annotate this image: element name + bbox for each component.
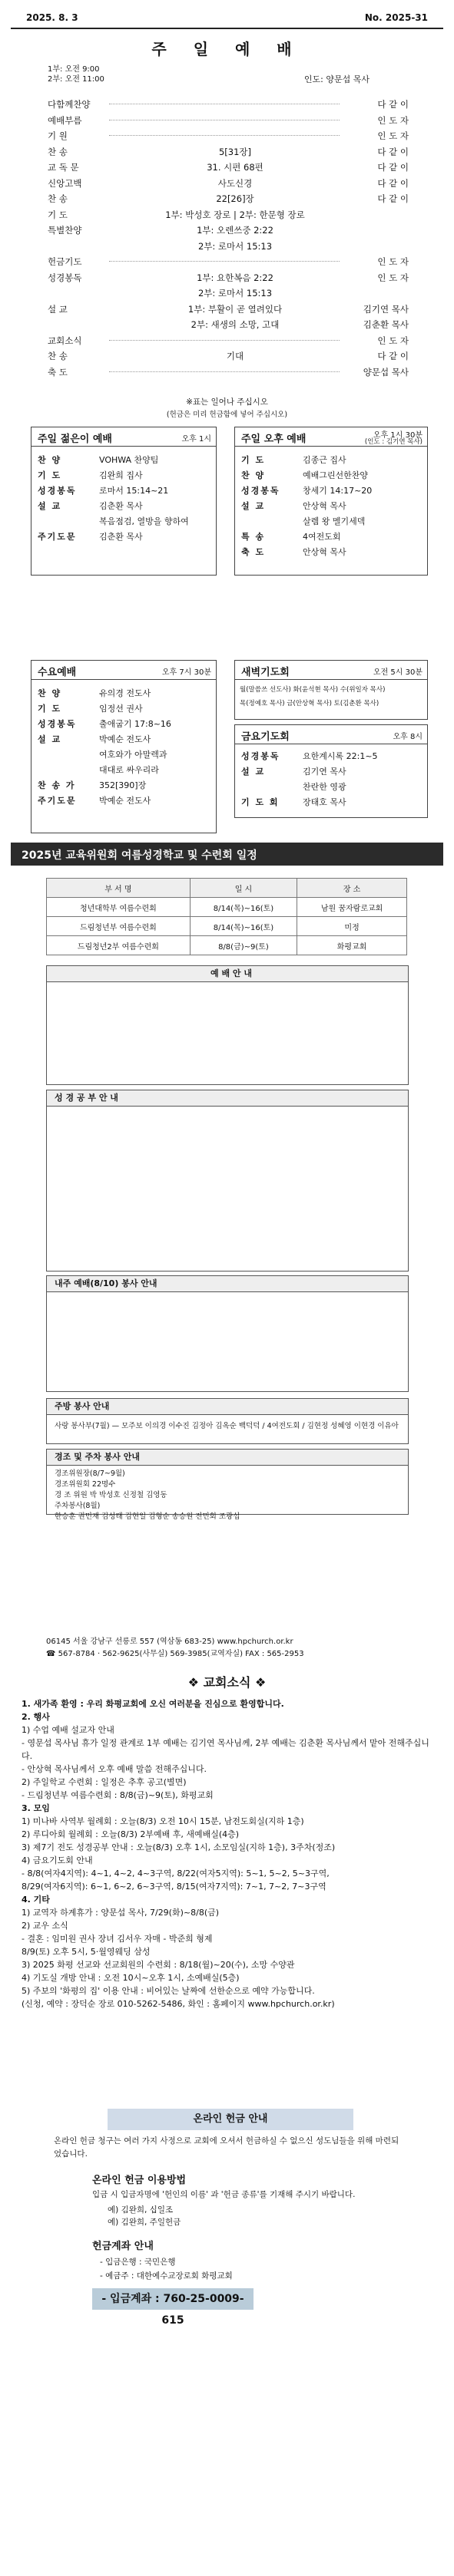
info-label: 성경봉독 bbox=[38, 719, 77, 729]
date: 2025. 8. 3 bbox=[26, 12, 78, 23]
info-row bbox=[235, 528, 427, 543]
order-person: 다 같 이 bbox=[377, 146, 409, 157]
order-row bbox=[48, 269, 409, 285]
info-value: 로마서 15:14~21 bbox=[99, 486, 169, 496]
info-value: 살렘 왕 멜기세덱 bbox=[303, 516, 366, 526]
order-row bbox=[48, 190, 409, 206]
offering-note: (헌금은 미리 헌금함에 넣어 주십시오) bbox=[166, 411, 288, 419]
order-label: 예배부름 bbox=[48, 114, 82, 126]
news-line: - 결혼 : 임미원 권사 장녀 김서우 자매 - 박준희 형제 bbox=[22, 1934, 213, 1944]
info-label: 찬 송 가 bbox=[38, 780, 76, 790]
order-person: 양문섭 목사 bbox=[363, 366, 409, 378]
order-label: 교 독 문 bbox=[48, 162, 79, 173]
info-label: 기 도 bbox=[38, 704, 62, 714]
info-row bbox=[235, 482, 427, 497]
news-line: 8/9(토) 오후 5시, 5·월영웨딩 삼성 bbox=[22, 1947, 151, 1957]
news-line: (신청, 예약 : 장덕순 장로 010-5262-5486, 화인 : 홈페이지 www.hpchurch.or.kr) bbox=[22, 1999, 335, 2009]
news-line: 4. 기타 bbox=[22, 1895, 50, 1905]
info-value: 대대로 싸우리라 bbox=[99, 765, 159, 775]
order-person: 다 같 이 bbox=[377, 193, 409, 204]
news-line: 3) 제7기 전도 성경공부 안내 : 오늘(8/3) 오후 1시, 소모임실(지하 1층), 3주차(정조) bbox=[22, 1842, 336, 1852]
dawn-prayer-box: 새벽기도회 오전 5시 30분 월(말씀쓰 선도사) 화(윤석현 목사) 수(위일자 목사) 목(정예호 목사) 금(안상혁 목사) 토(김춘환 목사) bbox=[234, 660, 428, 720]
news-line: - 영문섭 목사님 휴가 일정 관계로 1부 예배는 김기연 목사님께, 2부 예배는 김춘환 목사님께서 맡아 전해주십니다. bbox=[22, 1738, 429, 1761]
order-row bbox=[48, 253, 409, 269]
order-label: 찬 송 bbox=[48, 193, 68, 204]
info-label: 기 도 회 bbox=[241, 797, 280, 807]
info-value: 요한계시록 22:1~5 bbox=[303, 751, 378, 761]
info-value: 4여전도회 bbox=[303, 532, 341, 542]
order-person: 다 같 이 bbox=[377, 351, 409, 361]
order-row bbox=[48, 332, 409, 348]
info-value: 출애굽기 17:8~16 bbox=[99, 719, 171, 729]
order-label: 기 도 bbox=[48, 209, 68, 220]
info-row bbox=[31, 451, 216, 467]
info-row bbox=[235, 763, 427, 778]
info-value: 김종근 집사 bbox=[303, 455, 346, 465]
order-row bbox=[48, 143, 409, 160]
leader-dots bbox=[109, 340, 340, 341]
order-label: 다함께찬양 bbox=[48, 99, 91, 110]
order-content: 기대 bbox=[226, 351, 244, 361]
order-row bbox=[48, 348, 409, 364]
summer-banner: 2025년 교육위원회 여름성경학교 및 수련회 일정 bbox=[11, 843, 443, 866]
order-content: 사도신경 bbox=[217, 177, 253, 189]
order-row bbox=[48, 206, 409, 223]
order-row bbox=[48, 112, 409, 128]
order-label: 찬 송 bbox=[48, 146, 68, 157]
info-row bbox=[31, 715, 216, 731]
info-row bbox=[235, 543, 427, 559]
order-person: 인 도 자 bbox=[377, 272, 409, 283]
info-label: 기 도 bbox=[241, 455, 266, 465]
service-duty-guide: 내주 예배(8/10) 봉사 안내 bbox=[46, 1275, 409, 1392]
order-person: 김춘환 목사 bbox=[363, 319, 409, 330]
info-row bbox=[31, 528, 216, 543]
account-number: - 입금계좌 : 760-25-0009-615 bbox=[92, 2288, 254, 2310]
info-value: 찬란한 영광 bbox=[303, 782, 346, 792]
order-person: 인 도 자 bbox=[377, 256, 409, 267]
worship-guide: 예 배 안 내 bbox=[46, 965, 409, 1085]
news-line: 1) 수업 예배 설교자 안내 bbox=[22, 1725, 114, 1735]
order-content: 1부: 오렌쓰중 2:22 bbox=[197, 225, 273, 236]
news-line: - 안상혁 목사님께서 오후 예배 말씀 전해주십니다. bbox=[22, 1764, 207, 1774]
info-value: 안상혁 목사 bbox=[303, 547, 346, 557]
info-value: 352[390]장 bbox=[99, 780, 147, 790]
info-label: 설 교 bbox=[38, 734, 62, 744]
youth-title: 주일 젊은이 예배 bbox=[38, 434, 112, 445]
info-row bbox=[31, 746, 216, 761]
phone: ☎ 567-8784 · 562-9625(사무실) 569-3985(교역자실) FAX : 565-2953 bbox=[46, 1650, 304, 1658]
info-value: 복음점검, 열방을 향하여 bbox=[99, 516, 189, 526]
info-label: 설 교 bbox=[241, 767, 266, 777]
info-row bbox=[235, 467, 427, 482]
info-value: 장태호 목사 bbox=[303, 797, 346, 807]
leader-dots bbox=[109, 261, 340, 262]
order-row bbox=[48, 222, 409, 238]
info-row bbox=[235, 513, 427, 528]
news-line: - 8/8(여자4지역): 4~1, 4~2, 4~3구역, 8/22(여자5지역): 5~1, 5~2, 5~3구역, bbox=[22, 1869, 330, 1878]
order-label: 기 원 bbox=[48, 130, 68, 141]
news-line: 2. 행사 bbox=[22, 1712, 50, 1722]
info-row bbox=[235, 747, 427, 763]
info-row bbox=[31, 467, 216, 482]
order-person: 인 도 자 bbox=[377, 335, 409, 346]
kitchen-duty-guide: 주방 봉사 안내 사랑 봉사부(7월) — 모주보 이의경 이수진 김정아 김옥순 백덕덕 / 4여전도회 / 김현정 성혜영 이현경 이유아 bbox=[46, 1398, 409, 1444]
news-line: - 드림청년부 여름수련회 : 8/8(금)~9(토), 화평교회 bbox=[22, 1790, 214, 1800]
summer-table: 부 서 명 일 시 장 소 청년대학부 여름수련회 8/14(목)~16(토) 남원 꿈자람로교회 드림청년부 여름수련회 8/14(목)~16(토) 미정 드림청년2부 여름수련회 8/8(금)~9(토) 화평교회 bbox=[46, 878, 407, 955]
info-label: 특 송 bbox=[241, 532, 266, 542]
info-label: 설 교 bbox=[38, 501, 62, 511]
news-line: 4) 금요기도회 안내 bbox=[22, 1855, 93, 1865]
order-content: 2부: 로마서 15:13 bbox=[197, 240, 273, 252]
info-row bbox=[235, 451, 427, 467]
order-label: 신앙고백 bbox=[48, 177, 82, 189]
news-line: 4) 기도실 개방 안내 : 오전 10시~오후 1시, 소예배실(5층) bbox=[22, 1973, 240, 1983]
order-content: 22[26]장 bbox=[216, 193, 254, 204]
order-row bbox=[48, 175, 409, 191]
stand-note: ※표는 일어나 주십시오 bbox=[186, 397, 268, 407]
info-row bbox=[235, 793, 427, 809]
info-value: 예배그린선한찬양 bbox=[303, 470, 369, 480]
info-value: 박예순 전도사 bbox=[99, 796, 151, 806]
info-row bbox=[235, 778, 427, 793]
issue-number: No. 2025-31 bbox=[364, 12, 428, 23]
info-value: 박예순 전도사 bbox=[99, 734, 151, 744]
order-row bbox=[48, 96, 409, 112]
usage-title: 온라인 헌금 이용방법 bbox=[92, 2175, 187, 2186]
news-line: 2) 교우 소식 bbox=[22, 1921, 68, 1931]
news-line: 5) 주보의 '화평의 집' 이용 안내 : 비어있는 날짜에 선한순으로 예약 가능합니다. bbox=[22, 1986, 315, 1996]
info-value: 안상혁 목사 bbox=[303, 501, 346, 511]
info-row bbox=[31, 482, 216, 497]
wednesday-worship-box: 수요예배 오후 7시 30분 찬 양 유의경 전도사 기 도 임정선 권사 성경봉독 출애굽기 17:8~16 설 교 박예순 전도사 여호와가 아말렉과 대대로 싸우리라 찬 송 가 352[390]장 주기도문 박예순 전도사 bbox=[31, 660, 217, 833]
info-row bbox=[31, 777, 216, 792]
info-label: 주기도문 bbox=[38, 796, 77, 806]
order-person: 다 같 이 bbox=[377, 162, 409, 173]
order-content: 2부: 새생의 소망, 고대 bbox=[191, 319, 280, 330]
info-label: 찬 양 bbox=[38, 455, 62, 465]
order-content: 1부: 부활이 곧 열려있다 bbox=[187, 303, 283, 315]
order-row bbox=[48, 301, 409, 317]
online-offering-title: 온라인 헌금 안내 bbox=[108, 2109, 353, 2130]
page-title: 주 일 예 배 bbox=[151, 40, 303, 58]
order-content: 1부: 요한복음 2:22 bbox=[197, 272, 273, 283]
leader-dots bbox=[109, 371, 340, 372]
order-person: 다 같 이 bbox=[377, 99, 409, 110]
order-label: 설 교 bbox=[48, 303, 68, 315]
info-row bbox=[31, 700, 216, 715]
order-label: 특별찬양 bbox=[48, 225, 82, 236]
info-label: 찬 양 bbox=[241, 470, 266, 480]
youth-worship-box: 주일 젊은이 예배 오후 1시 찬 양 VOHWA 찬양팀 기 도 김완희 집사 성경봉독 로마서 15:14~21 설 교 김춘환 목사 복음점검, 열방을 향하여 주기도문 김춘환 목사 bbox=[31, 427, 217, 576]
order-of-service bbox=[48, 96, 409, 379]
church-news bbox=[22, 1697, 432, 2010]
leader-dots bbox=[109, 135, 340, 136]
news-line: 3) 2025 화평 선교와 선교회원의 수련회 : 8/18(월)~20(수), 소망 수양관 bbox=[22, 1960, 295, 1970]
order-row bbox=[48, 238, 409, 254]
order-content: 5[31장] bbox=[218, 146, 252, 157]
news-line: 1) 미나바 사역부 월례회 : 오늘(8/3) 오전 10시 15분, 남전도회실(지하 1층) bbox=[22, 1816, 304, 1826]
info-value: 김기연 목사 bbox=[303, 767, 346, 777]
order-row bbox=[48, 285, 409, 301]
info-label: 성경봉독 bbox=[38, 486, 77, 496]
order-label: 찬 송 bbox=[48, 351, 68, 361]
order-label: 헌금기도 bbox=[48, 256, 82, 267]
order-row bbox=[48, 159, 409, 175]
news-line: 2) 주일학교 수련회 : 일정은 추후 공고(별면) bbox=[22, 1777, 187, 1787]
order-person: 인 도 자 bbox=[377, 130, 409, 141]
afternoon-worship-box: 주일 오후 예배 오후 1시 30분 (인도 : 김기연 목사) 기 도 김종근 집사 찬 양 예배그린선한찬양 성경봉독 창세기 14:17~20 설 교 안상혁 목사 살렘 왕 멜기세덱 특 송 4여전도회 축 도 안상혁 목사 bbox=[234, 427, 428, 576]
order-person: 인 도 자 bbox=[377, 114, 409, 126]
parking-duty-guide: 경조 및 주차 봉사 안내 경조위원장(8/7~9월) 경조위원회 22명수 경 조 위원 박 박성호 신정철 김영동 주차봉사(8월) 한승훈 권민재 김성태 김현일 김형순 송승원 전민회 조광섭 bbox=[46, 1449, 409, 1515]
info-row bbox=[31, 513, 216, 528]
address: 06145 서울 강남구 선릉로 557 (역삼동 683-25) www.hpchurch.or.kr bbox=[46, 1638, 293, 1646]
service-times: 1부: 오전 9:00 2부: 오전 11:00 bbox=[48, 65, 104, 84]
order-row bbox=[48, 127, 409, 143]
info-label: 성경봉독 bbox=[241, 751, 280, 761]
info-row bbox=[31, 497, 216, 513]
news-line: 1) 교역자 하계휴가 : 양문섭 목사, 7/29(화)~8/8(금) bbox=[22, 1908, 220, 1918]
news-title: ❖ 교회소식 ❖ bbox=[187, 1675, 267, 1690]
info-value: 임정선 권사 bbox=[99, 704, 143, 714]
info-label: 기 도 bbox=[38, 470, 62, 480]
order-label: 성경봉독 bbox=[48, 272, 82, 283]
order-content: 31. 시편 68편 bbox=[207, 162, 263, 173]
info-row bbox=[31, 761, 216, 777]
info-value: 김춘환 목사 bbox=[99, 501, 143, 511]
online-offering-text: 온라인 헌금 청구는 여러 가지 사정으로 교회에 오셔서 헌금하실 수 없으신 성도님들을 위해 마련되었습니다. bbox=[54, 2136, 399, 2159]
info-label: 축 도 bbox=[241, 547, 266, 557]
order-person: 다 같 이 bbox=[377, 177, 409, 189]
info-row bbox=[31, 684, 216, 700]
info-value: 김완희 집사 bbox=[99, 470, 143, 480]
order-label: 축 도 bbox=[48, 366, 68, 378]
order-content: 2부: 로마서 15:13 bbox=[197, 288, 273, 298]
info-label: 찬 양 bbox=[38, 688, 62, 698]
info-value: VOHWA 찬양팀 bbox=[99, 455, 159, 465]
order-row bbox=[48, 364, 409, 380]
info-label: 주기도문 bbox=[38, 532, 77, 542]
info-value: 유의경 전도사 bbox=[99, 688, 151, 698]
info-row bbox=[235, 497, 427, 513]
order-content: 1부: 박성호 장로 | 2부: 한문형 장로 bbox=[165, 209, 305, 220]
header-bar bbox=[11, 6, 443, 29]
bible-study-guide: 성 경 공 부 안 내 bbox=[46, 1090, 409, 1272]
order-label: 교회소식 bbox=[48, 335, 82, 346]
info-value: 창세기 14:17~20 bbox=[303, 486, 373, 496]
leader: 인도: 양문섭 목사 bbox=[303, 74, 369, 84]
order-person: 김기연 목사 bbox=[363, 303, 409, 315]
info-value: 여호와가 아말렉과 bbox=[99, 750, 167, 760]
order-row bbox=[48, 316, 409, 332]
news-line: 2) 루디아회 월례회 : 오늘(8/3) 2부예배 후, 새예배실(4층) bbox=[22, 1829, 240, 1839]
info-row bbox=[31, 731, 216, 746]
friday-prayer-box: 금요기도회 오후 8시 성경봉독 요한계시록 22:1~5 설 교 김기연 목사 찬란한 영광 기 도 회 장태호 목사 bbox=[234, 724, 428, 818]
info-label: 성경봉독 bbox=[241, 486, 280, 496]
news-line: 1. 새가족 환영 : 우리 화평교회에 오신 여러분을 진심으로 환영합니다. bbox=[22, 1699, 284, 1709]
info-row bbox=[31, 792, 216, 807]
info-value: 김춘환 목사 bbox=[99, 532, 143, 542]
info-label: 설 교 bbox=[241, 501, 266, 511]
news-line: 3. 모임 bbox=[22, 1803, 50, 1813]
news-line: 8/29(여자6지역): 6~1, 6~2, 6~3구역, 8/15(여자7지역): 7~1, 7~2, 7~3구역 bbox=[22, 1882, 326, 1892]
